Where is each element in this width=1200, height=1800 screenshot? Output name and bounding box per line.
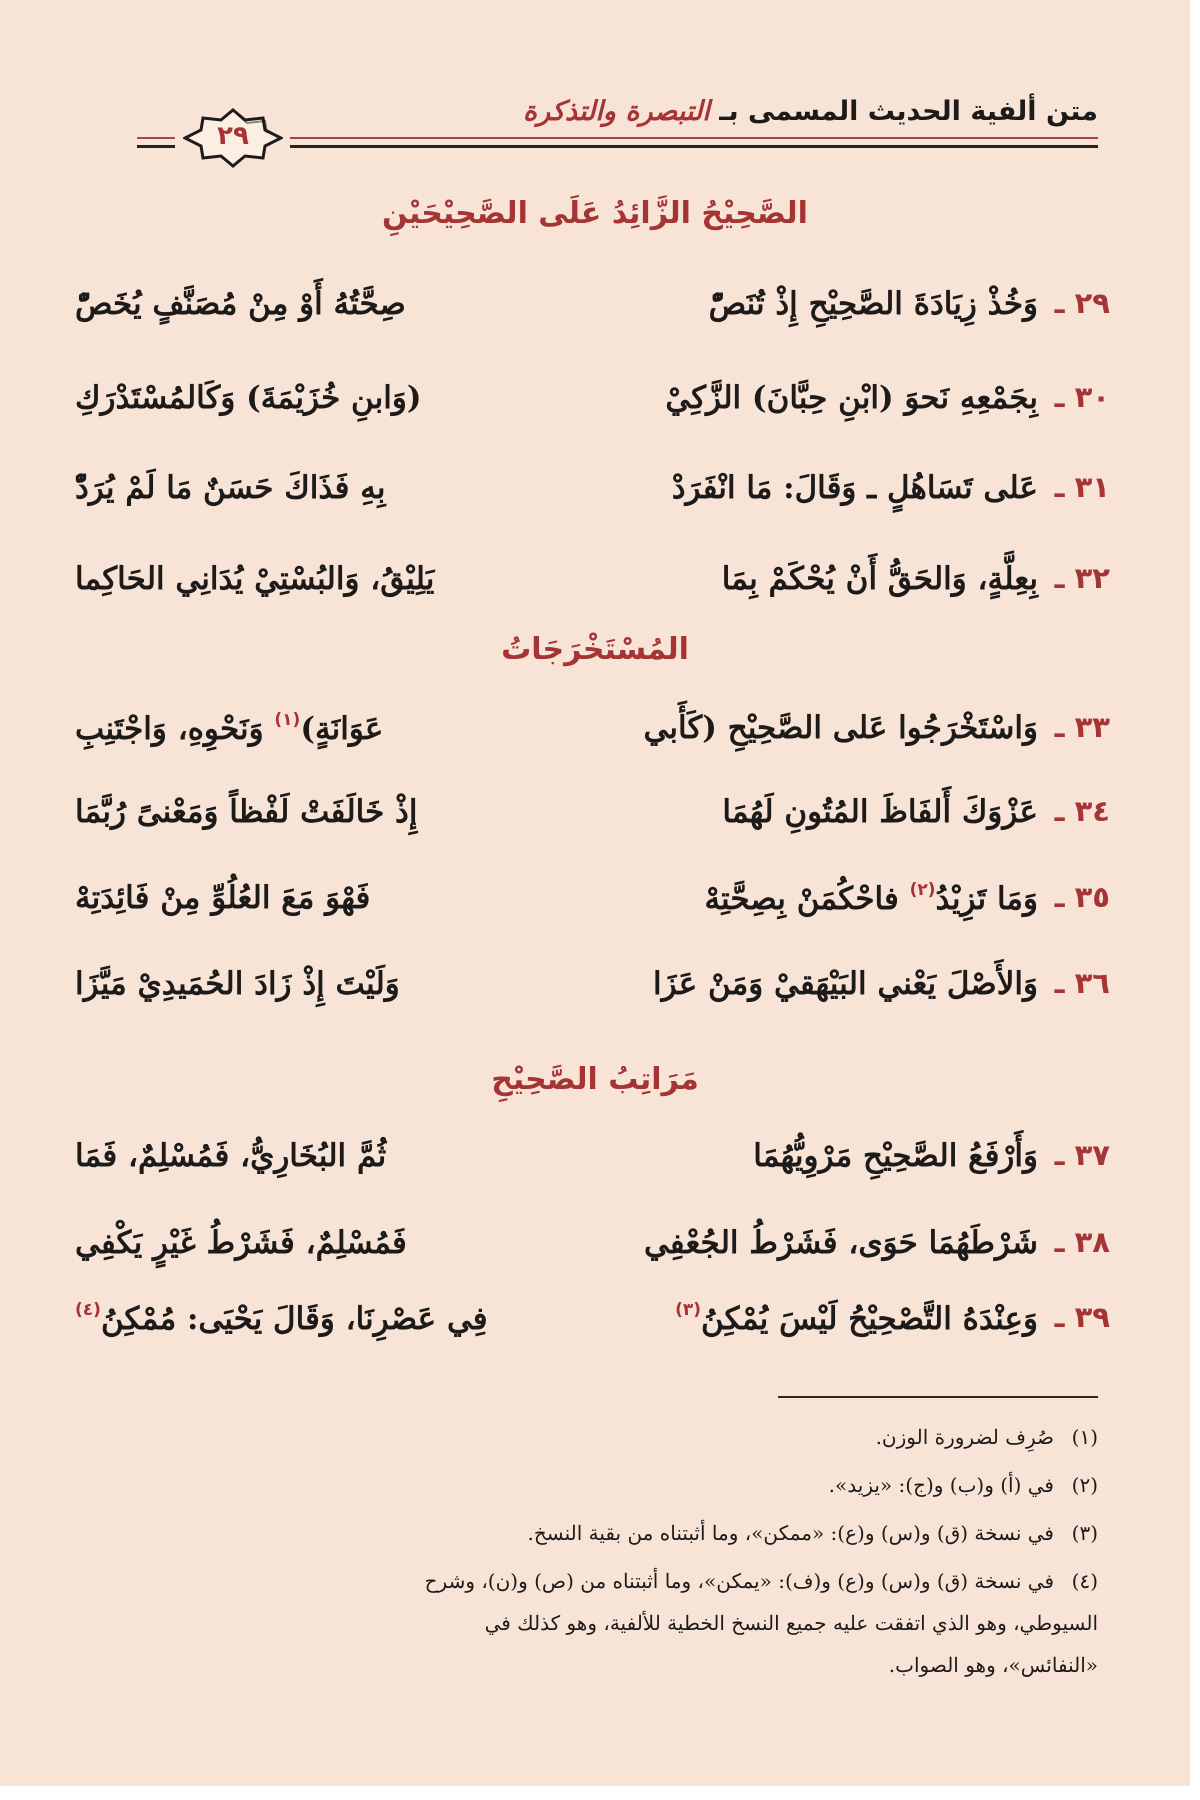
- verse-line: [75, 1300, 1110, 1350]
- footnote-text-continued: السيوطي، وهو الذي اتفقت عليه جميع النسخ الخطية للألفية، وهو كذلك في: [484, 1611, 1098, 1635]
- verse-first-hemistich: بِجَمْعِهِ نَحوَ (ابْنِ حِبَّانَ) الزَّكِيْ: [665, 380, 1038, 416]
- verse-first-hemistich: [704, 880, 1038, 917]
- verse-number: ٣٠ ـ: [1054, 380, 1110, 414]
- section-title: الصَّحِيْحُ الزَّائِدُ عَلَى الصَّحِيْحَيْنِ: [382, 196, 808, 231]
- footnote-number: (٢): [1071, 1473, 1098, 1497]
- hemistich-text: وَعِنْدَهُ التَّصْحِيْحُ لَيْسَ يُمْكِنُ: [701, 1301, 1038, 1337]
- header-rule-black: [290, 145, 1098, 148]
- verse-line: [75, 470, 1110, 520]
- verse-first-hemistich: وَأَرْفَعُ الصَّحِيْحِ مَرْوِيُّهُمَا: [753, 1138, 1038, 1174]
- footnote-item: [138, 1466, 1098, 1504]
- verse-second-hemistich: (وَابنِ خُزَيْمَةَ) وَكَالمُسْتَدْرَكِ: [75, 380, 422, 416]
- verse-number: ٣٨ ـ: [1054, 1225, 1110, 1259]
- verse-second-hemistich: [75, 1300, 488, 1337]
- footnote-ref[interactable]: (١): [274, 710, 301, 730]
- verse-second-hemistich: يَلِيْقُ، وَالبُسْتِيْ يُدَانِي الحَاكِما: [75, 561, 435, 597]
- section-title: مَرَاتِبُ الصَّحِيْحِ: [491, 1062, 699, 1097]
- verse-number: ٣٢ ـ: [1054, 561, 1110, 595]
- verse-second-hemistich: إِذْ خَالَفَتْ لَفْظاً وَمَعْنىً رُبَّمَا: [75, 794, 418, 830]
- footnote-ref[interactable]: (٢): [909, 880, 936, 900]
- verse-number: ٢٩ ـ: [1054, 286, 1110, 320]
- verse-line: [75, 966, 1110, 1016]
- footnote-text-continued: «النفائس»، وهو الصواب.: [888, 1653, 1098, 1677]
- verse-first-hemistich: عَزْوَكَ أَلفَاظَ المُتُونِ لَهُمَا: [722, 794, 1038, 830]
- verse-second-hemistich: وَلَيْتَ إِذْ زَادَ الحُمَيدِيْ مَيَّزَا: [75, 966, 400, 1002]
- header-rule-red: [290, 137, 1098, 139]
- hemistich-text: فِي عَصْرِنَا، وَقَالَ يَحْيَى: مُمْكِنُ: [100, 1301, 488, 1337]
- verse-number: ٣٤ ـ: [1054, 794, 1110, 828]
- verse-line: [75, 1138, 1110, 1188]
- verse-second-hemistich: بِهِ فَذَاكَ حَسَنٌ مَا لَمْ يُرَدّْ: [75, 470, 386, 506]
- hemistich-text: عَوَانَةٍ): [300, 711, 384, 747]
- footnote-text: في (أ) و(ب) و(ج): «يزيد».: [828, 1473, 1054, 1497]
- footnote-ref[interactable]: (٣): [675, 1300, 702, 1320]
- verse-first-hemistich: شَرْطَهُمَا حَوَى، فَشَرْطُ الجُعْفِي: [643, 1225, 1038, 1261]
- footnote-separator: [778, 1396, 1098, 1398]
- hemistich-text: وَمَا تَزِيْدُ: [935, 881, 1038, 917]
- verse-first-hemistich: [675, 1300, 1038, 1337]
- verse-first-hemistich: وَاسْتَخْرَجُوا عَلى الصَّحِيْحِ (كَأَبي: [643, 710, 1038, 746]
- hemistich-text: فاحْكُمَنْ بِصِحَّتِهْ: [704, 881, 910, 917]
- footnote-ref[interactable]: (٤): [75, 1300, 101, 1320]
- verse-number: ٣٣ ـ: [1054, 710, 1110, 744]
- verse-first-hemistich: وَخُذْ زِيَادَةَ الصَّحِيْحِ إِذْ تُنَصّْ: [708, 286, 1038, 322]
- footnote-item: [138, 1562, 1098, 1684]
- footnote-number: (٤): [1071, 1569, 1098, 1593]
- verse-number: ٣٥ ـ: [1054, 880, 1110, 914]
- running-header-title: [523, 96, 1098, 127]
- footnote-number: (١): [1071, 1425, 1098, 1449]
- running-header-main: متن ألفية الحديث المسمى بـ: [709, 96, 1098, 127]
- verse-second-hemistich: [75, 710, 383, 747]
- verse-number: ٣٧ ـ: [1054, 1138, 1110, 1172]
- footnote-item: [138, 1514, 1098, 1552]
- verse-line: [75, 380, 1110, 430]
- header-rule-left-black: [137, 145, 175, 148]
- verse-line: [75, 880, 1110, 930]
- footnote-text: صُرِف لضرورة الوزن.: [875, 1425, 1054, 1449]
- footnote-item: [138, 1418, 1098, 1456]
- hemistich-text: وَنَحْوِهِ، وَاجْتَنِبِ: [75, 711, 275, 747]
- verse-number: ٣٩ ـ: [1054, 1300, 1110, 1334]
- running-header-accent: التبصرة والتذكرة: [522, 96, 710, 127]
- verse-number: ٣١ ـ: [1054, 470, 1110, 504]
- verse-second-hemistich: فَمُسْلِمٌ، فَشَرْطُ غَيْرٍ يَكْفِي: [75, 1225, 407, 1261]
- verse-second-hemistich: ثُمَّ البُخَارِيُّ، فَمُسْلِمٌ، فَمَا: [75, 1138, 387, 1174]
- section-title: المُسْتَخْرَجَاتُ: [501, 632, 689, 667]
- verse-first-hemistich: وَالأَصْلَ يَعْني البَيْهَقيْ وَمَنْ عَزَا: [653, 966, 1038, 1002]
- verse-first-hemistich: بِعِلَّةٍ، وَالحَقُّ أَنْ يُحْكَمْ بِمَا: [721, 561, 1038, 597]
- verse-line: [75, 794, 1110, 844]
- verse-second-hemistich: صِحَّتُهُ أَوْ مِنْ مُصَنَّفٍ يُخَصّْ: [75, 286, 406, 322]
- verse-number: ٣٦ ـ: [1054, 966, 1110, 1000]
- verse-line: [75, 286, 1110, 336]
- verse-second-hemistich: فَهْوَ مَعَ العُلُوِّ مِنْ فَائِدَتِهْ: [75, 880, 371, 916]
- verse-line: [75, 710, 1110, 760]
- verse-line: [75, 1225, 1110, 1275]
- verse-first-hemistich: عَلى تَسَاهُلٍ ـ وَقَالَ: مَا انْفَرَدْ: [671, 470, 1038, 506]
- header-rule-left-red: [137, 137, 175, 139]
- footnote-text: في نسخة (ق) و(س) و(ع): «ممكن»، وما أثبتناه من بقية النسخ.: [527, 1521, 1054, 1545]
- page-number: ٢٩: [217, 121, 249, 151]
- verse-line: [75, 561, 1110, 611]
- footnote-text: في نسخة (ق) و(س) و(ع) و(ف): «يمكن»، وما أثبتناه من (ص) و(ن)، وشرح: [424, 1569, 1054, 1593]
- footnote-number: (٣): [1071, 1521, 1098, 1545]
- page-number-badge: [183, 108, 283, 168]
